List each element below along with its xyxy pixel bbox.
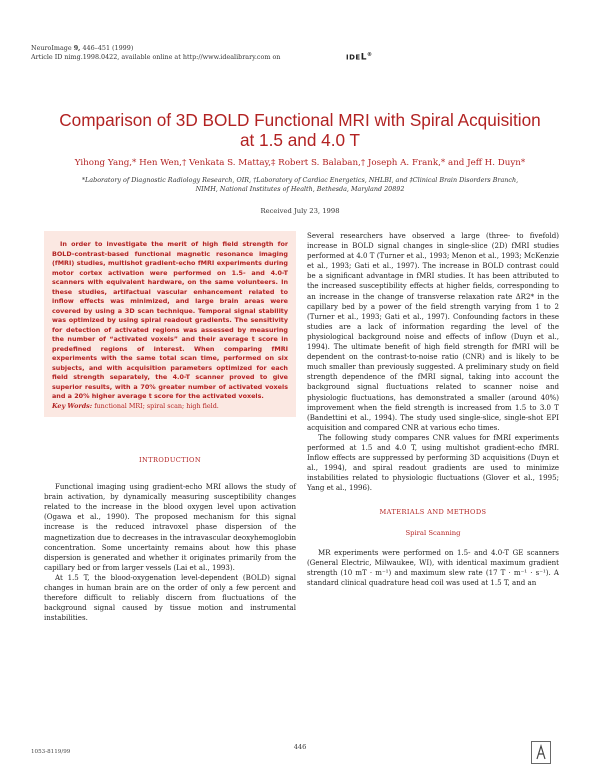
affiliations <box>40 176 560 194</box>
ideal-logo-sup: ® <box>366 52 373 58</box>
journal-name: NeuroImage <box>31 44 72 52</box>
affiliation-line-1: *Laboratory of Diagnostic Radiology Research, OIR, †Laboratory of Cardiac Energetics, NHLBI, and ‡Clinical Brain Disorders Branch, <box>81 176 519 184</box>
keywords <box>52 402 288 412</box>
intro-paragraph-1: Functional imaging using gradient-echo MRI allows the study of brain activation, by dynamically measuring susceptibility changes related to the increase in the blood oxygen level upon activation (Ogawa et al., 1990). The proposed mechanism for this signal increase is the reduced intravoxel phase dispersion of the magnetization due to decreases in the intravascular deoxyhemoglobin concentration. Some uncertainty remains about how this phase dispersion is generated and whether it originates primarily from the capillary bed or from larger vessels (Lai et al., 1993). <box>44 482 296 572</box>
left-column <box>44 455 296 623</box>
author-list: Yihong Yang,* Hen Wen,† Venkata S. Mattay,‡ Robert S. Balaban,† Joseph A. Frank,* and Jeff H. Duyn* <box>74 158 526 168</box>
issn: 1053-8119/99 <box>31 749 71 755</box>
ideal-logo-l: L <box>360 52 367 63</box>
keywords-text: functional MRI; spiral scan; high field. <box>94 401 219 410</box>
ideal-logo-text: IDE <box>346 53 361 62</box>
right-paragraph-1: Several researchers have observed a large (three- to fivefold) increase in BOLD signal changes in single-slice (2D) fMRI studies performed at 4.0 T (Turner et al., 1993; Menon et al., 1993; McKenzie et al., 1993; Gati et al., 1997). The increase in BOLD contrast could be a significant advantage in fMRI studies. It has been attributed to the increased susceptibility effects at higher fields, corresponding to an increase in the change of transverse relaxation rate ΔR2* in the capillary bed by a power of the field strength varying from 1 to 2 (Turner et al., 1993; Gati et al., 1997). Confounding factors in these studies are a lack of information regarding the level of the physiological background noise and effects of inflow (Duyn et al., 1994). The ultimate benefit of high field strength for fMRI will be dependent on the contrast-to-noise ratio (CNR) and is likely to be much smaller than previously suggested. A preliminary study on field strength dependence of the fMRI signal, taking into account the background signal fluctuations related to scanner noise and physiologic fluctuations, has demonstrated a smaller (around 40%) improvement when the field strength is increased from 1.5 to 3.0 T (Bandettini et al., 1994). The study used single-slice, single-shot EPI acquisition and compared CNR at various echo times. <box>307 231 559 432</box>
methods-paragraph-1: MR experiments were performed on 1.5- and 4.0-T GE scanners (General Electric, Milwaukee, WI), with identical maximum gradient strength (10 mT · m⁻¹) and maximum slew rate (17 T · m⁻¹ · s⁻¹). A standard clinical quadrature head coil was used at 1.5 T, and an <box>307 547 559 587</box>
journal-header <box>31 44 280 62</box>
keywords-label: Key Words: <box>52 401 93 410</box>
right-paragraph-2: The following study compares CNR values for fMRI experiments performed at 1.5 and 4.0 T, using multishot gradient-echo fMRI. Inflow effects are suppressed by performing 3D acquisitions (Duyn et al., 1994), and spiral readout gradients are used to minimize instabilities related to physiologic fluctuations (Glover et al., 1995; Yang et al., 1996). <box>307 432 559 493</box>
ideal-logo <box>346 52 372 62</box>
abstract-text: In order to investigate the merit of high field strength for BOLD-contrast-based functional magnetic resonance imaging (fMRI) studies, multishot gradient-echo fMRI experiments during motor cortex activation were performed on 1.5- and 4.0-T scanners with equivalent hardware, on the same volunteers. In these studies, artifactual vascular enhancement related to inflow effects was minimized, and large brain areas were covered by using a 3D scan technique. Temporal signal stability was optimized by using spiral readout gradients. The sensitivity for detection of activated regions was assessed by measuring the number of “activated voxels” and their average t score in predefined regions of interest. When comparing fMRI experiments with the same total scan time, performed on six subjects, and with acquisition parameters optimized for each field strength separately, the 4.0-T scanner proved to give superior results, with a 70% greater number of activated voxels and a 20% higher average t score for the activated voxels. <box>52 240 288 400</box>
page-number: 446 <box>293 743 307 751</box>
introduction-heading: INTRODUCTION <box>138 456 201 464</box>
title-line-2: at 1.5 and 4.0 T <box>239 130 361 150</box>
citation-line <box>31 44 280 53</box>
received-date: Received July 23, 1998 <box>260 207 340 215</box>
affiliation-line-2: NIMH, National Institutes of Health, Bethesda, Maryland 20892 <box>195 185 405 193</box>
methods-heading: MATERIALS AND METHODS <box>379 508 487 517</box>
article-id: Article ID nimg.1998.0422, available online at http://www.idealibrary.com on <box>31 53 281 61</box>
journal-pages: 446–451 (1999) <box>82 44 134 52</box>
abstract-box <box>44 231 296 417</box>
publisher-logo-icon <box>531 741 551 764</box>
paper-title <box>40 110 560 150</box>
journal-volume: 9, <box>73 44 81 52</box>
right-column <box>307 231 559 588</box>
intro-paragraph-2: At 1.5 T, the blood-oxygenation level-dependent (BOLD) signal changes in human brain are on the order of only a few percent and therefore difficult to reliably discern from fluctuations of the background signal caused by tissue motion and instrumental instabilities. <box>44 572 296 623</box>
spiral-scanning-heading: Spiral Scanning <box>405 528 461 537</box>
title-line-1: Comparison of 3D BOLD Functional MRI with Spiral Acquisition <box>59 110 541 130</box>
